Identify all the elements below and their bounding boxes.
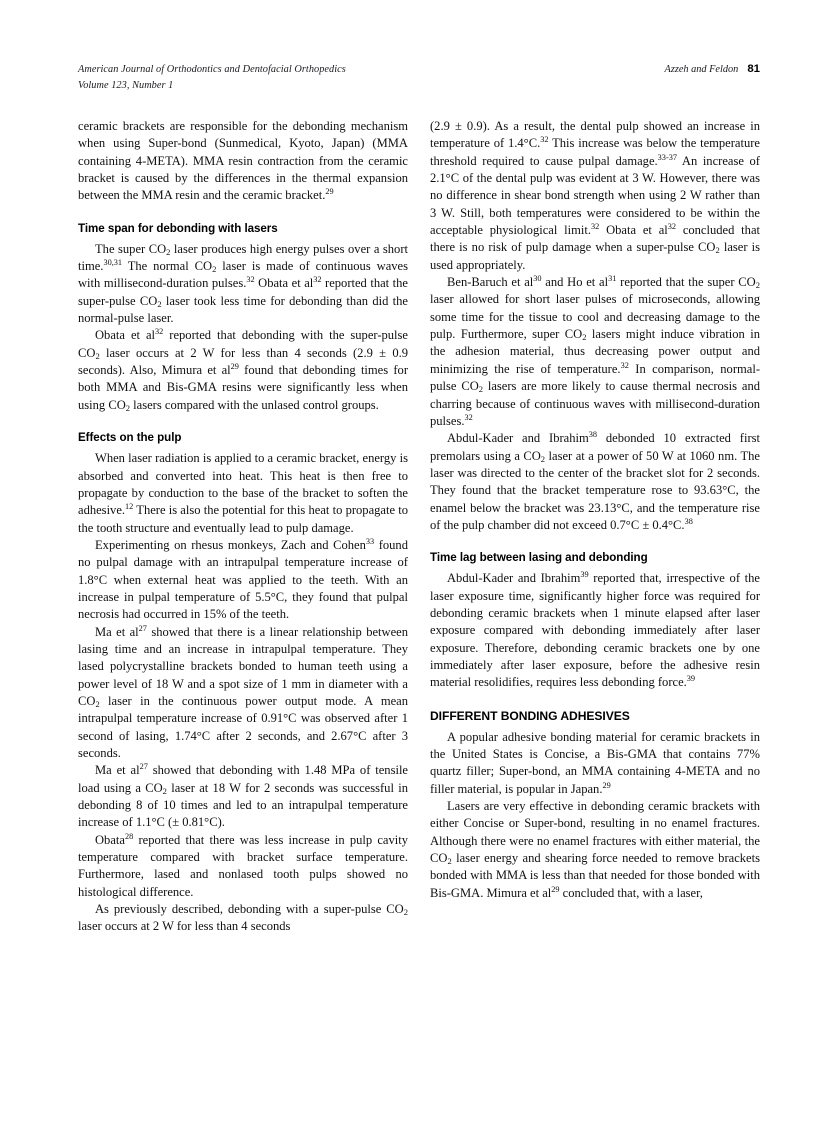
citation-ref: 38	[684, 516, 693, 526]
citation-ref: 29	[325, 187, 334, 197]
journal-title: American Journal of Orthodontics and Dentofacial Orthopedics	[78, 64, 346, 75]
subscript-2: 2	[540, 453, 546, 464]
citation-ref: 32	[667, 221, 677, 231]
paragraph: Obata$^{28}$ reported that there was less increase in pulp cavity temperature compared with bracket surface temperature. Furthermore, lased and nonlased tooth pulps showed no histological difference.	[78, 831, 408, 899]
citation-ref: 32	[620, 360, 629, 370]
subscript-2: 2	[162, 785, 167, 796]
running-head	[78, 62, 760, 93]
citation-ref: 32	[313, 275, 322, 285]
left-column	[78, 118, 408, 1078]
authors-name: Azzeh and Feldon	[664, 64, 739, 75]
subscript-2: 2	[582, 332, 587, 342]
paragraph	[78, 118, 408, 205]
paragraph: Experimenting on rhesus monkeys, Zach and Cohen$^{33}$ found no pulpal damage with an intrapulpal temperature increase of 1.8°C when external heat was applied to the teeth. With an increase in pulpal temperature of 5.5°C, they found that pulpal necrosis had occurred in 15% of the teeth.	[78, 536, 408, 622]
article-body	[78, 118, 760, 1078]
citation-ref: 33	[365, 536, 375, 546]
right-column	[430, 118, 760, 1078]
paragraph: Abdul-Kader and Ibrahim$^{39}$ reported that, irrespective of the laser exposure time, significantly higher force was required for debonding ceramic brackets when 1 minute elapsed after laser exposure compared with debonding immediately after laser exposure. Therefore, debonding ceramic brackets one by one immediately after laser exposure, before the adhesive resin material resolidifies, requires less debonding force.$^{39}$	[430, 570, 760, 690]
subscript-2: 2	[478, 384, 484, 395]
subscript-2: 2	[166, 246, 171, 257]
section-heading-time-lag: Time lag between lasing and debonding	[430, 551, 648, 565]
paragraph: Ma et $al^{27}$ showed that there is a linear relationship between lasing time and an increase in intrapulpal temperature. They lased polycrystalline brackets bonded to human teeth using a power level of 18 W and a spot size of 1 mm in diameter with a $CO_2$ laser in the continuous power output mode. A mean intrapulpal temperature increase of 0.91°C was observed after 1 second of lasing, 1.74°C after 2 seconds, and 2.67°C after 3 seconds.	[78, 623, 409, 760]
citation-ref: 32	[155, 327, 164, 337]
subscript-2: 2	[157, 298, 162, 309]
section-heading-time-span: Time span for debonding with lasers	[78, 221, 278, 235]
subscript-2: 2	[95, 350, 100, 361]
citation-ref: 29	[551, 884, 560, 894]
citation-ref: 31	[608, 273, 617, 283]
subscript-2: 2	[447, 855, 452, 866]
citation-ref: 29	[230, 361, 239, 371]
citation-ref: 32	[591, 221, 600, 231]
paragraph: When laser radiation is applied to a ceramic bracket, energy is absorbed and converted into heat. This heat is then free to propagate by conduction to the base of the bracket to soften the adhesive.$^{12}$ There is also the potential for this heat to propagate to the tooth structure and eventually lead to pulp damage.	[78, 451, 408, 535]
running-head-right	[665, 62, 760, 78]
citation-ref: 32	[540, 135, 549, 145]
paragraph: Obata et $al^{32}$ reported that debonding with the super-pulse $CO_2$ laser occurs at 2 W for less than 4 seconds (2.9 ± 0.9 seconds). Also, Mimura et $al^{29}$ found that debonding times for both MMA and Bis-GMA resins were significantly less when using $CO_2$ lasers compared with the unlased control groups.	[78, 327, 408, 413]
paragraph: A popular adhesive bonding material for ceramic brackets in the United States is Concise, a Bis-GMA that contains 77% quartz filler; Super-bond, an MMA containing 4-META and no filler material, is popular in Japan.$^{29}$	[430, 729, 760, 796]
subscript-2: 2	[403, 906, 408, 917]
citation-ref: 38	[588, 430, 598, 440]
citation-ref: 27	[139, 762, 148, 772]
paragraph-text: ceramic brackets are responsible for the debonding mechanism when using Super-bond (Sunmedical, Kyoto, Japan) (MMA containing 4-META). MMA resin contraction from the ceramic bracket is caused by the differences in the thermal expansion between the MMA resin and the ceramic bracket.	[78, 119, 408, 203]
section-heading-effects-pulp: Effects on the pulp	[78, 431, 182, 445]
citation-ref: 32	[246, 275, 255, 285]
section-heading-different-bonding-adhesives: DIFFERENT BONDING ADHESIVES	[430, 708, 630, 723]
subscript-2: 2	[715, 245, 720, 256]
citation-ref: 29	[602, 780, 611, 790]
citation-ref: 39	[686, 674, 696, 684]
paragraph: As previously described, debonding with a super-pulse $CO_2$ laser occurs at 2 W for less than 4 seconds	[78, 902, 408, 934]
citation-ref: 30	[533, 273, 542, 283]
paragraph: Ma et $al^{27}$ showed that debonding with 1.48 MPa of tensile load using a $CO_2$ laser at 18 W for 2 seconds was successful in debonding 8 of 10 times and led to an intrapulpal temperature increase of 1.1°C (± 0.81°C).	[78, 762, 408, 830]
paragraph: Abdul-Kader and Ibrahim$^{38}$ debonded 10 extracted first premolars using a $CO_2$ laser at a power of 50 W at 1060 nm. The laser was directed to the center of the bracket slot for 2 seconds. They found that the bracket temperature rose to 93.63°C, the enamel below the bracket was 23.13°C, and the temperature rise of the pulp chamber did not exceed 0.7°C ± 0.4°C.$^{38}$	[430, 430, 760, 532]
paragraph: Lasers are very effective in debonding ceramic brackets with either Concise or Super-bond, resulting in no enamel fractures. Although there were no enamel fractures with either material, the $CO_2$ laser energy and shearing force needed to remove brackets bonded with MMA is less than that needed for those bonded with Bis-GMA. Mimura et $al^{29}$ concluded that, with a laser,	[430, 799, 760, 900]
subscript-2: 2	[125, 402, 131, 413]
journal-volume-issue: Volume 123, Number 1	[78, 79, 174, 91]
subscript-2: 2	[95, 698, 100, 709]
paragraph: Ben-Baruch et $al^{30}$ and Ho et $al^{31}$ reported that the super $CO_2$ laser allowed for short laser pulses of microseconds, allowing some time for the tissue to cool and decreasing damage to the pulp. Furthermore, super $CO_2$ lasers might induce vibration in the adhesion material, thus decreasing power output and minimizing the rise of temperature.$^{32}$ In comparison, normal-pulse $CO_2$ lasers are more likely to cause thermal necrosis and charring because of continuous waves with millisecond-duration pulses.$^{32}$	[430, 273, 761, 428]
citation-ref: 27	[138, 623, 147, 633]
paragraph: The super $CO_2$ laser produces high energy pulses over a short time.$^{30,31}$ The normal $CO_2$ laser is made of continuous waves with millisecond-duration pulses.$^{32}$ Obata et $al^{32}$ reported that the super-pulse $CO_2$ laser took less time for debonding than did the normal-pulse laser.	[78, 241, 409, 326]
citation-ref: 32	[464, 412, 473, 422]
citation-ref: 33-37	[657, 152, 677, 162]
citation-ref: 30,31	[103, 257, 123, 267]
citation-ref: 12	[125, 502, 134, 512]
page-number: 81	[747, 63, 760, 75]
subscript-2: 2	[212, 263, 217, 274]
journal-title-block	[78, 62, 346, 93]
paragraph: (2.9 ± 0.9). As a result, the dental pulp showed an increase in temperature of 1.4°C.$^{32}$ This increase was below the temperature threshold required to cause pulpal damage.$^{33-37}$ An increase of 2.1°C of the dental pulp was evident at 3 W. However, there was no difference in shear bond strength when using 2 W rather than 3 W. Still, both temperatures were considered to be within the acceptable physiological limit.$^{32}$ Obata et $al^{32}$ concluded that there is no risk of pulp damage when a super-pulse $CO_2$ laser is used appropriately.	[430, 119, 760, 272]
citation-ref: 39	[580, 570, 589, 580]
subscript-2: 2	[755, 279, 761, 290]
citation-ref: 28	[124, 831, 134, 841]
